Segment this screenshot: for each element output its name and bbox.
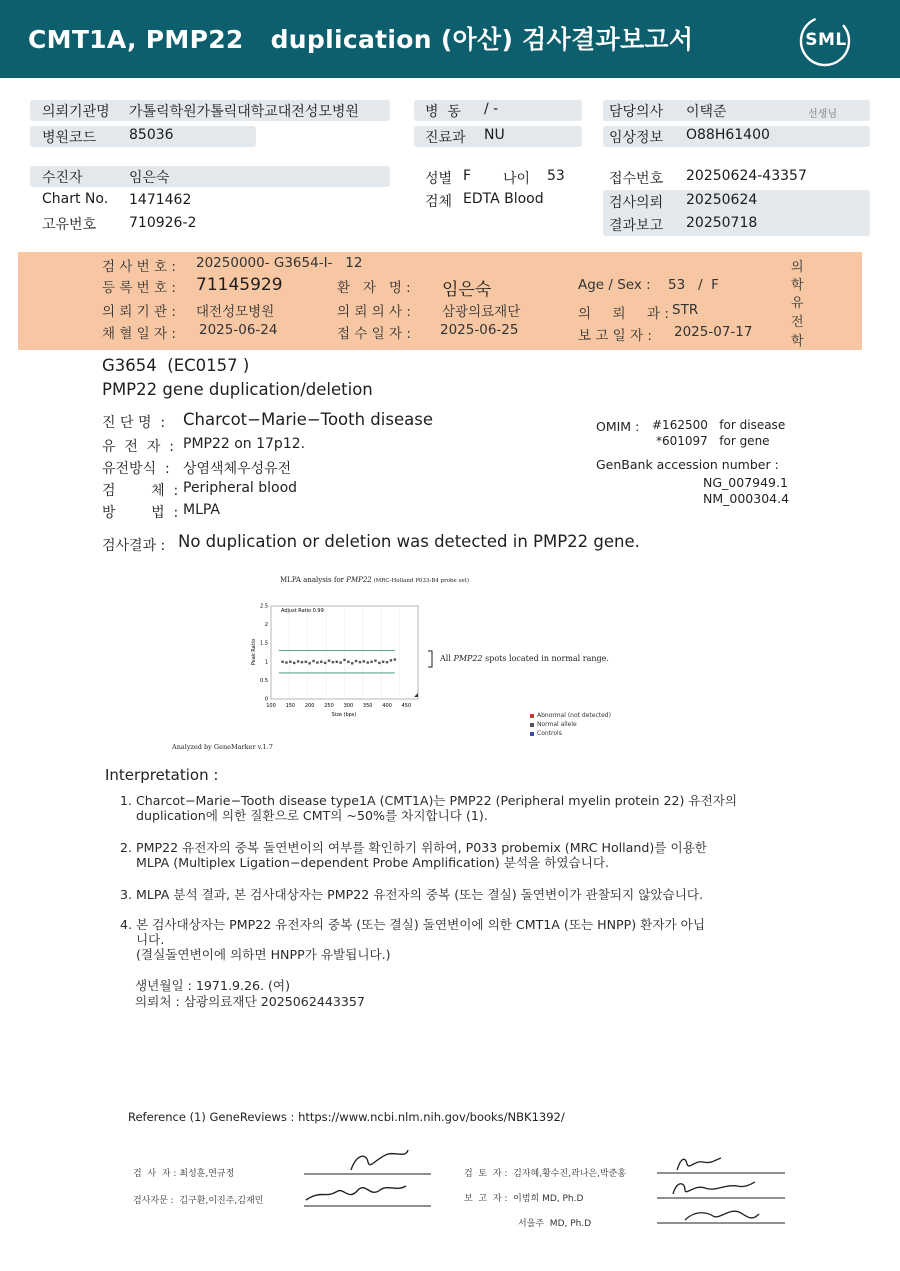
data-point xyxy=(382,661,384,663)
reporter-line: 보 고 자 : 이범희 MD, Ph.D xyxy=(464,1194,584,1204)
birth-date: 생년월일 : 1971.9.26. (여) xyxy=(135,978,291,993)
genbank-label: GenBank accession number : xyxy=(596,457,779,472)
test-no-value: 20250000- G3654-I- 12 xyxy=(196,255,363,271)
result-report-label: 결과보고 xyxy=(609,218,664,234)
side-char-5: 학 xyxy=(791,334,804,349)
receipt-date-label: 접 수 일 자 : xyxy=(337,326,411,342)
patient-value: 임은숙 xyxy=(129,170,170,186)
y-tick-label: 0.5 xyxy=(260,677,268,684)
sml-logo-text: SML xyxy=(805,30,847,50)
data-point xyxy=(308,662,310,664)
sex-label: 성별 xyxy=(425,171,453,187)
inheritance-label: 유전방식 : xyxy=(102,461,170,477)
test-no-label: 검 사 번 호 : xyxy=(102,259,176,275)
reg-no-label: 등 록 번 호 : xyxy=(102,280,176,296)
x-tick-label: 250 xyxy=(324,703,334,709)
reg-no-value: 71145929 xyxy=(196,275,283,295)
reviewer-line: 검 토 자 : 김자혜,황수진,곽나은,박준홍 xyxy=(464,1169,627,1179)
diagnosis-value: Charcot−Marie−Tooth disease xyxy=(183,410,433,429)
tester-line: 검 사 자 : 최성훈,연규정 xyxy=(133,1169,235,1179)
chart-no-label: Chart No. xyxy=(42,191,109,207)
specimen-value: EDTA Blood xyxy=(463,191,544,207)
reporter2-line: 서을주 MD, Ph.D xyxy=(518,1219,592,1229)
doctor-label: 담당의사 xyxy=(609,104,664,120)
omim-gene: *601097 for gene xyxy=(656,434,770,448)
data-point xyxy=(390,659,392,661)
hospital-code-value: 85036 xyxy=(129,127,174,143)
reference: Reference (1) GeneReviews : https://www.ncbi.nlm.nih.gov/books/NBK1392/ xyxy=(128,1110,565,1124)
unique-no-value: 710926-2 xyxy=(129,215,197,231)
specimen-type-label: 검 체 : xyxy=(102,483,179,499)
data-point xyxy=(301,661,303,663)
y-tick-label: 2 xyxy=(264,622,268,629)
y-tick-label: 2.5 xyxy=(260,603,268,610)
interpretation-item-1: 1. Charcot−Marie−Tooth disease type1A (CMT1A)는 PMP22 (Peripheral myelin protein 22) 유전자의 duplication에 의한 질환으로 CMT의 ~50%를 차지합니다 (1). xyxy=(120,793,738,823)
data-point xyxy=(332,661,334,663)
x-tick-label: 450 xyxy=(401,703,412,709)
doctor-suffix: 선생님 xyxy=(808,109,837,120)
legend-swatch-controls xyxy=(530,732,534,736)
result-label: 검사결과 : xyxy=(102,538,166,554)
legend-item-abnormal: Abnormal (not detected) xyxy=(530,711,611,720)
unique-no-label: 고유번호 xyxy=(42,217,97,233)
inheritance-value: 상염색체우성유전 xyxy=(183,461,292,477)
x-tick-label: 100 xyxy=(266,703,276,709)
result-value: No duplication or deletion was detected in PMP22 gene. xyxy=(178,532,640,551)
gene-label: 유 전 자 : xyxy=(102,439,174,455)
legend-item-controls: Controls xyxy=(530,729,611,738)
ref-doctor-value: 삼광의료재단 xyxy=(442,304,521,320)
data-point xyxy=(312,660,314,662)
patient-name-label: 환 자 명 : xyxy=(337,280,411,296)
data-point xyxy=(367,661,369,663)
chart-no-value: 1471462 xyxy=(129,192,192,208)
data-point xyxy=(297,660,299,662)
age-sex-label: Age / Sex : xyxy=(578,277,651,293)
specimen-type-value: Peripheral blood xyxy=(183,480,298,496)
legend-item-normal: Normal allele xyxy=(530,720,611,729)
interpretation-item-2: 2. PMP22 유전자의 중복 돌연변이의 여부를 확인하기 위하여, P033 probemix (MRC Holland)를 이용한 MLPA (Multiplex Ligation−dependent Probe Amplification) 분석을 하였습니다. xyxy=(120,840,707,870)
data-point xyxy=(316,661,318,663)
adjust-ratio-label: Adjust Ratio 0.99 xyxy=(281,608,324,614)
y-tick-label: 0 xyxy=(264,696,268,703)
software-note: Analyzed by GeneMarker v.1.7 xyxy=(172,743,273,751)
data-point xyxy=(336,661,338,663)
genbank-ng: NG_007949.1 xyxy=(703,475,788,490)
age-value: 53 xyxy=(547,168,565,184)
sex-value: F xyxy=(463,168,472,184)
data-point xyxy=(305,661,307,663)
x-tick-label: 200 xyxy=(304,703,315,709)
method-value: MLPA xyxy=(183,502,221,518)
data-point xyxy=(355,660,357,662)
institution-value: 가톨릭학원가톨릭대학교대전성모병원 xyxy=(129,104,359,120)
ward-value: / - xyxy=(484,101,499,117)
reviewer-signature xyxy=(655,1150,790,1230)
data-point xyxy=(343,659,345,661)
interpretation-item-3: 3. MLPA 분석 결과, 본 검사대상자는 PMP22 유전자의 중복 (또는 결실) 돌연변이가 관찰되지 않았습니다. xyxy=(120,887,704,902)
data-point xyxy=(328,659,330,661)
data-point xyxy=(320,661,322,663)
x-tick-label: 300 xyxy=(343,703,354,709)
data-point xyxy=(370,661,372,663)
report-date-value: 2025-07-17 xyxy=(674,324,753,340)
chart-legend xyxy=(530,711,611,738)
report-date-label: 보 고 일 자 : xyxy=(578,328,652,344)
data-point xyxy=(386,661,388,663)
data-point xyxy=(324,662,326,664)
age-sex-value: 53 / F xyxy=(668,277,719,293)
clinical-info-value: O88H61400 xyxy=(686,127,770,143)
interpretation-item-4: 4. 본 검사대상자는 PMP22 유전자의 중복 (또는 결실) 돌연변이에 의한 CMT1A (또는 HNPP) 환자가 아닙 니다. (결실돌연변이에 의하면 HNPP가 유발됩니다.) xyxy=(120,917,705,962)
test-request-value: 20250624 xyxy=(686,192,758,208)
report-title: CMT1A, PMP22 duplication (아산) 검사결과보고서 xyxy=(28,25,694,54)
band-institution-label: 의 뢰 기 관 : xyxy=(102,304,176,320)
ref-dept-value: STR xyxy=(672,302,699,318)
hospital-code-label: 병원코드 xyxy=(42,130,97,146)
institution-label: 의뢰기관명 xyxy=(42,104,110,120)
x-tick-label: 400 xyxy=(382,703,392,709)
data-point xyxy=(339,661,341,663)
data-point xyxy=(394,658,396,660)
specimen-label: 검체 xyxy=(425,194,453,210)
draw-date-label: 채 혈 일 자 : xyxy=(102,326,176,342)
side-char-1: 의 xyxy=(791,260,804,275)
chart-title: MLPA analysis for PMP22 (MRC-Holland P033-B4 probe set) xyxy=(280,576,469,584)
data-point xyxy=(359,661,361,663)
test-code: G3654 (EC0157 ) xyxy=(102,356,250,375)
ref-dept-label: 의 뢰 과 : xyxy=(578,306,669,322)
department-label: 진료과 xyxy=(425,130,466,146)
omim-label: OMIM : xyxy=(596,419,640,434)
diagnosis-label: 진 단 명 : xyxy=(102,415,166,431)
ref-doctor-label: 의 뢰 의 사 : xyxy=(337,304,411,320)
data-point xyxy=(363,660,365,662)
bracket-icon xyxy=(426,650,436,668)
client-info: 의뢰처 : 삼광의료재단 2025062443357 xyxy=(135,994,365,1009)
patient-label: 수진자 xyxy=(42,170,83,186)
interpretation-heading: Interpretation : xyxy=(105,766,219,784)
mlpa-chart xyxy=(240,600,440,720)
data-point xyxy=(347,661,349,663)
method-label: 방 법 : xyxy=(102,505,179,521)
y-tick-label: 1 xyxy=(264,659,268,666)
data-point xyxy=(281,661,283,663)
result-report-value: 20250718 xyxy=(686,215,758,231)
receipt-no-label: 접수번호 xyxy=(609,171,664,187)
test-title: PMP22 gene duplication/deletion xyxy=(102,380,373,399)
test-request-label: 검사의뢰 xyxy=(609,195,664,211)
ward-label: 병 동 xyxy=(425,104,461,120)
side-char-3: 유 xyxy=(791,296,804,311)
data-point xyxy=(378,662,380,664)
y-tick-label: 1.5 xyxy=(260,640,268,647)
gene-value: PMP22 on 17p12. xyxy=(183,436,306,452)
clinical-info-label: 임상정보 xyxy=(609,130,664,146)
patient-box xyxy=(30,166,390,187)
draw-date-value: 2025-06-24 xyxy=(199,322,278,338)
legend-swatch-normal xyxy=(530,723,534,727)
consultant-line: 검사자문 : 김구환,이진주,김재민 xyxy=(133,1196,264,1206)
data-point xyxy=(289,661,291,663)
data-point xyxy=(293,662,295,664)
data-point xyxy=(351,662,353,664)
data-point xyxy=(285,661,287,663)
side-char-2: 학 xyxy=(791,278,804,293)
x-tick-label: 150 xyxy=(285,703,296,709)
patient-name-value: 임은숙 xyxy=(442,280,492,300)
x-axis-label: Size (bps) xyxy=(331,712,357,718)
legend-swatch-abnormal xyxy=(530,714,534,718)
data-point xyxy=(374,659,376,661)
receipt-no-value: 20250624-43357 xyxy=(686,168,807,184)
chart-note: All PMP22 spots located in normal range. xyxy=(440,654,609,663)
department-value: NU xyxy=(484,127,505,143)
band-institution-value: 대전성모병원 xyxy=(196,304,275,320)
x-tick-label: 350 xyxy=(362,703,373,709)
omim-disease: #162500 for disease xyxy=(652,418,786,432)
tester-signature xyxy=(296,1140,436,1220)
doctor-value: 이택준 xyxy=(686,104,727,120)
y-axis-label: Peak Ratio xyxy=(251,638,257,666)
receipt-date-value: 2025-06-25 xyxy=(440,322,519,338)
genbank-nm: NM_000304.4 xyxy=(703,491,790,506)
age-label: 나이 xyxy=(503,171,531,187)
side-char-4: 전 xyxy=(791,315,804,330)
